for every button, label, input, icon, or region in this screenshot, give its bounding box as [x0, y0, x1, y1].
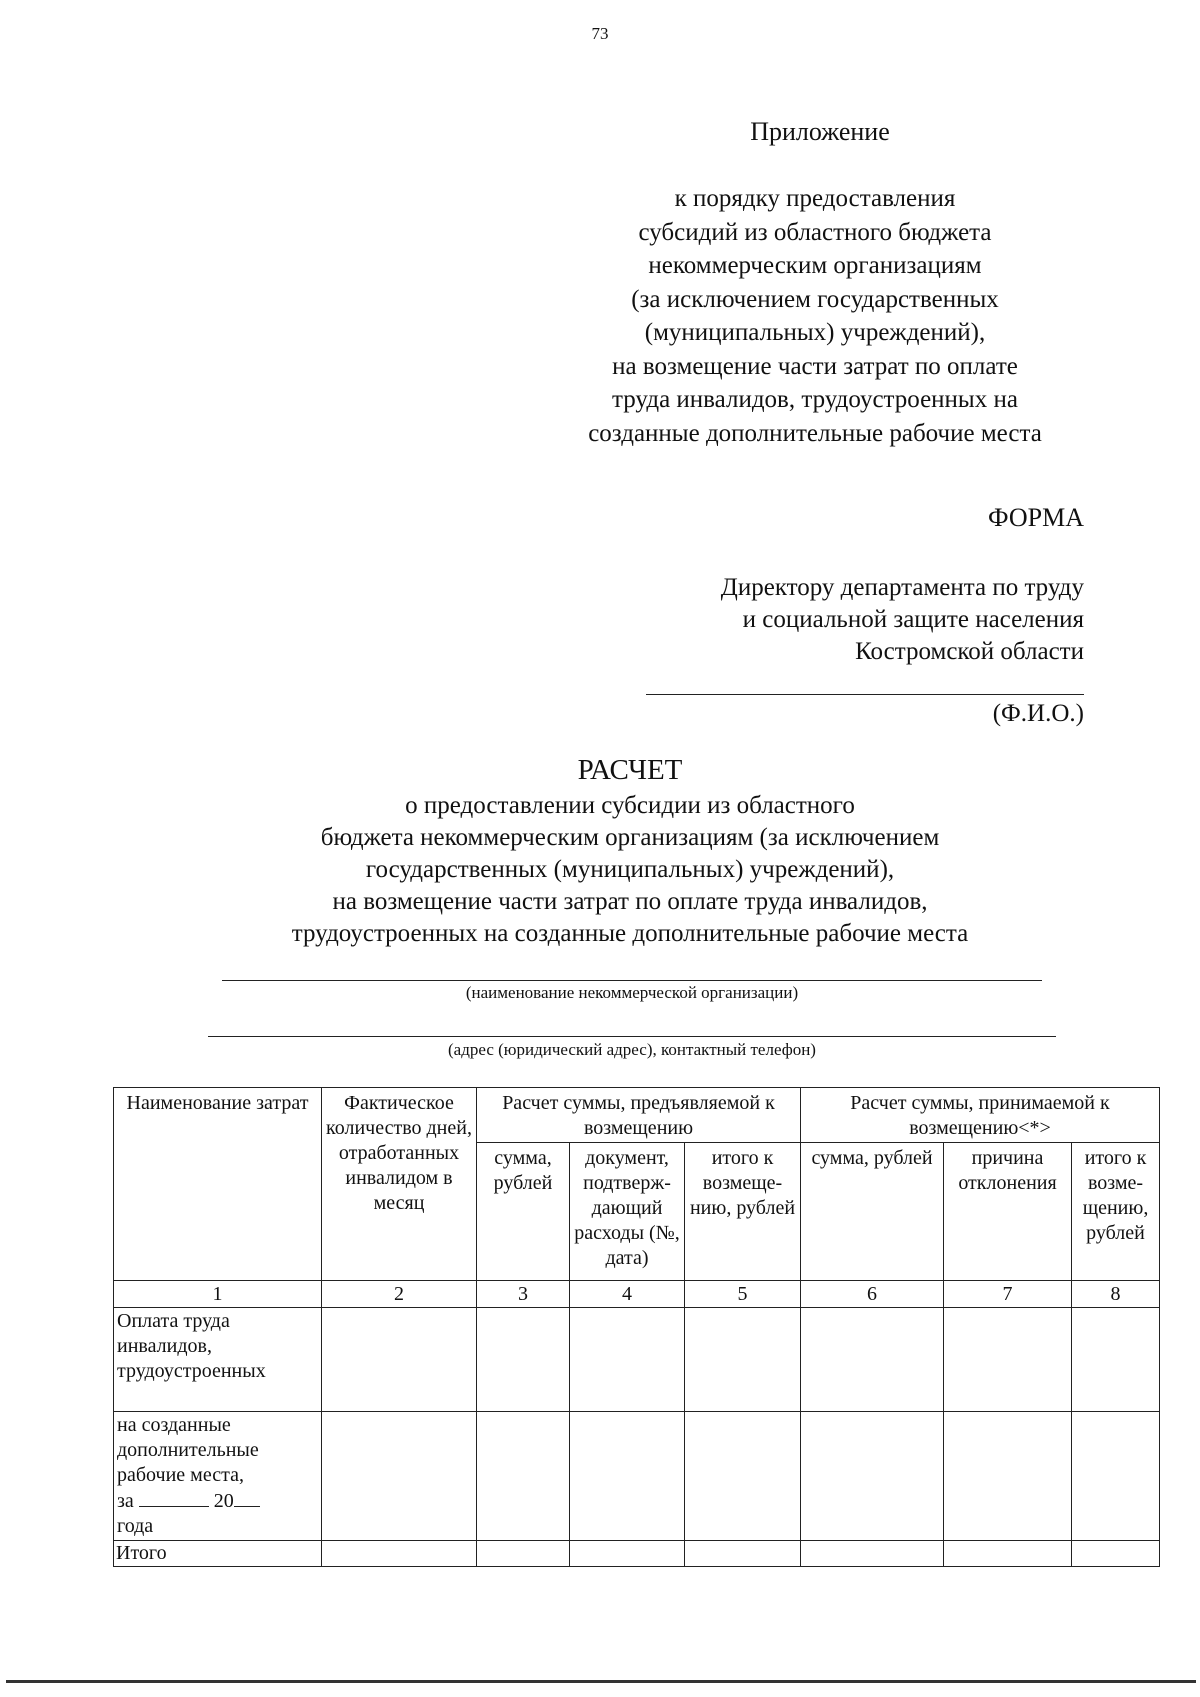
header-claimed-group: Расчет суммы, предъявляемой к возмещению: [477, 1088, 801, 1143]
header-claimed-sum: сумма, рублей: [477, 1143, 570, 1281]
fio-fill-line[interactable]: [646, 694, 1084, 695]
row-label-za: за: [117, 1490, 134, 1512]
column-number: 3: [477, 1281, 570, 1308]
address-caption: (адрес (юридический адрес), контактный телефон): [448, 1040, 816, 1059]
year-blank[interactable]: [234, 1488, 260, 1507]
appendix-line: субсидий из областного бюджета: [638, 218, 992, 246]
table-cell[interactable]: [1072, 1412, 1160, 1541]
appendix-line: (муниципальных) учреждений),: [644, 319, 986, 346]
calculation-line: бюджета некоммерческим организациям (за исключением: [320, 824, 940, 851]
table-cell[interactable]: [801, 1412, 944, 1541]
calculation-line: государственных (муниципальных) учреждений),: [365, 856, 895, 883]
table-cell[interactable]: [944, 1412, 1072, 1541]
table-cell[interactable]: [685, 1308, 801, 1412]
appendix-line: к порядку предоставления: [674, 185, 956, 212]
column-number: 4: [570, 1281, 685, 1308]
calculation-line: на возмещение части затрат по оплате труда инвалидов,: [332, 888, 928, 915]
row-label-part1: Оплата труда инвалидов, трудоустроенных: [114, 1308, 322, 1412]
table-cell[interactable]: [944, 1308, 1072, 1412]
appendix-line: на возмещение части затрат по оплате: [612, 352, 1018, 380]
table-cell[interactable]: [322, 1541, 477, 1567]
column-number: 8: [1072, 1281, 1160, 1308]
header-supporting-document: документ, подтверж-дающий расходы (№, дата): [570, 1143, 685, 1281]
calculation-line: трудоустроенных на созданные дополнительные рабочие места: [291, 920, 969, 947]
table-cell[interactable]: [570, 1412, 685, 1541]
scan-bottom-edge: [6, 1680, 1196, 1683]
calculation-table: [113, 1087, 1160, 1567]
page-number: 73: [591, 24, 609, 43]
column-number: 6: [801, 1281, 944, 1308]
table-cell[interactable]: [1072, 1541, 1160, 1567]
table-cell[interactable]: [322, 1412, 477, 1541]
appendix-line: некоммерческим организациям: [648, 252, 982, 279]
row-label-part2: [114, 1412, 322, 1541]
table-cell[interactable]: [477, 1412, 570, 1541]
table-cell[interactable]: [685, 1541, 801, 1567]
appendix-line: труда инвалидов, трудоустроенных на: [612, 386, 1018, 413]
addressee-line: Директору департамента по труду: [720, 574, 1084, 601]
column-number: 1: [114, 1281, 322, 1308]
addressee-line: и социальной защите населения: [742, 606, 1084, 633]
organization-name-line[interactable]: [222, 980, 1042, 981]
table-cell[interactable]: [570, 1308, 685, 1412]
header-deviation-reason: причина отклонения: [944, 1143, 1072, 1281]
table-cell[interactable]: [477, 1308, 570, 1412]
organization-name-caption: (наименование некоммерческой организации): [465, 983, 799, 1002]
row-label-goda: года: [117, 1515, 154, 1537]
total-label: Итого: [114, 1541, 322, 1567]
month-blank[interactable]: [139, 1488, 209, 1507]
calculation-subtitle: [0, 790, 1200, 950]
address-line[interactable]: [208, 1036, 1056, 1037]
header-accepted-sum: сумма, рублей: [801, 1143, 944, 1281]
form-label: ФОРМА: [988, 503, 1084, 532]
column-number: 7: [944, 1281, 1072, 1308]
table-cell[interactable]: [944, 1541, 1072, 1567]
calculation-title: РАСЧЕТ: [577, 754, 683, 786]
header-cost-name: Наименование затрат: [114, 1088, 322, 1281]
appendix-line: (за исключением государственных: [631, 285, 999, 313]
header-accepted-group: Расчет суммы, принимаемой к возмещению<*>: [801, 1088, 1160, 1143]
addressee-line: Костромской области: [855, 638, 1084, 665]
row-label-year: 20: [213, 1490, 234, 1512]
table-cell[interactable]: [477, 1541, 570, 1567]
calculation-line: о предоставлении субсидии из областного: [405, 792, 855, 819]
header-claimed-total: итого к возмеще-нию, рублей: [685, 1143, 801, 1281]
column-number: 2: [322, 1281, 477, 1308]
appendix-title: Приложение: [750, 117, 890, 146]
header-accepted-total: итого к возме-щению, рублей: [1072, 1143, 1160, 1281]
table-cell[interactable]: [801, 1308, 944, 1412]
table-cell[interactable]: [570, 1541, 685, 1567]
column-number: 5: [685, 1281, 801, 1308]
appendix-line: созданные дополнительные рабочие места: [588, 419, 1042, 447]
table-cell[interactable]: [1072, 1308, 1160, 1412]
table-cell[interactable]: [685, 1412, 801, 1541]
fio-label: (Ф.И.О.): [992, 700, 1084, 727]
header-actual-days: Фактическое количество дней, отработанных инвалидом в месяц: [322, 1088, 477, 1281]
appendix-text: [550, 182, 1080, 450]
table-cell[interactable]: [322, 1308, 477, 1412]
table-cell[interactable]: [801, 1541, 944, 1567]
row-label-text: на созданные дополнительные рабочие места,: [117, 1414, 259, 1486]
addressee-block: [721, 572, 1084, 668]
